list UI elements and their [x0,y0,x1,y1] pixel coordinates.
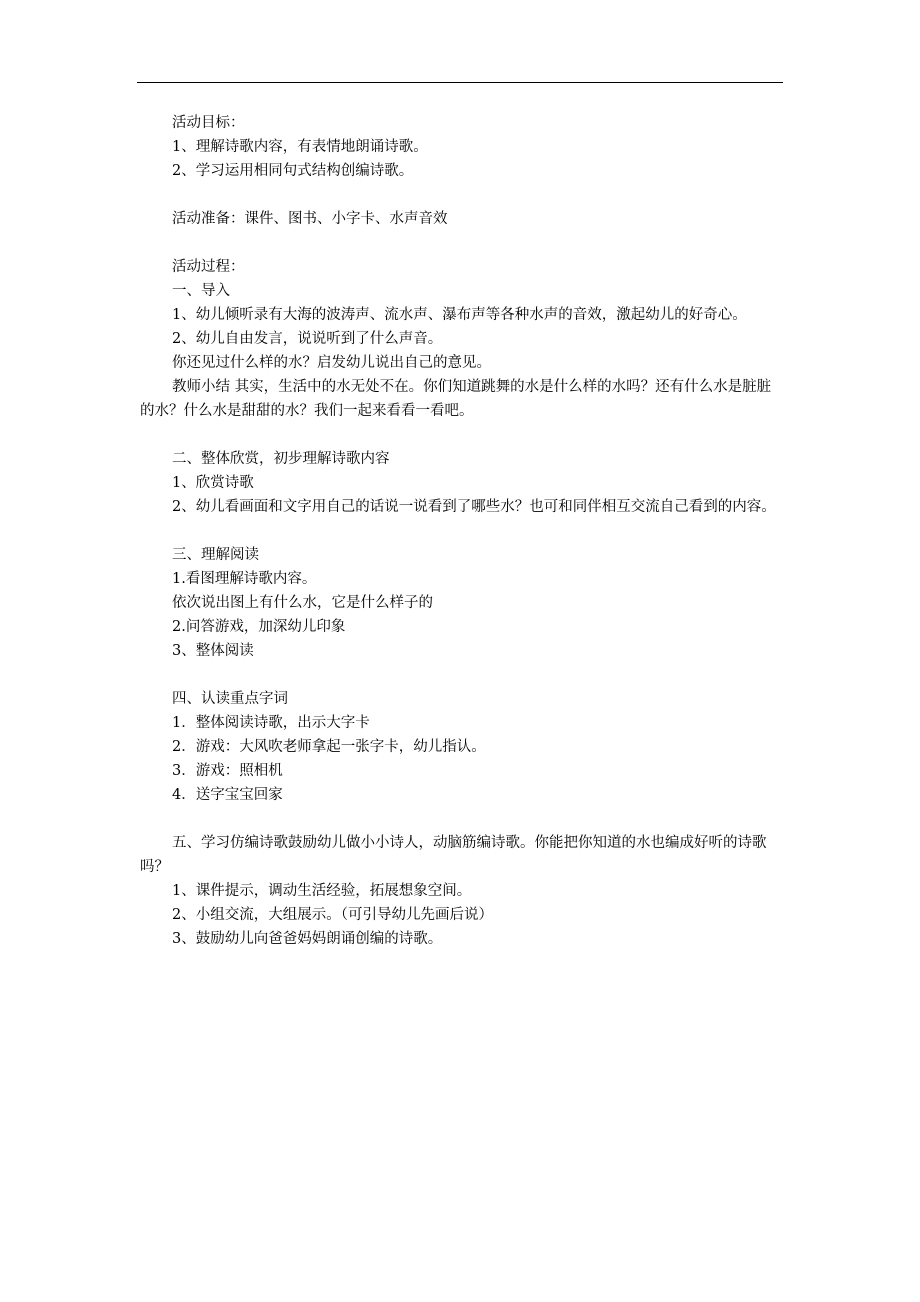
spacer [140,423,783,447]
section-heading: 活动目标： [172,115,245,131]
paragraph: 1.看图理解诗歌内容。 [172,571,317,587]
paragraph: 3．游戏：照相机 [172,763,283,779]
section-heading: 活动准备：课件、图书、小字卡、水声音效 [172,211,448,227]
paragraph: 1、幼儿倾听录有大海的波涛声、流水声、瀑布声等各种水声的音效，激起幼儿的好奇心。 [172,307,747,323]
spacer [140,663,783,687]
paragraph: 3、鼓励幼儿向爸爸妈妈朗诵创编的诗歌。 [172,931,443,947]
paragraph: 1、欣赏诗歌 [172,475,254,491]
paragraph: 你还见过什么样的水？启发幼儿说出自己的意见。 [172,355,491,371]
document-body [140,111,783,951]
section-heading: 五、学习仿编诗歌鼓励幼儿做小小诗人，动脑筋编诗歌。你能把你知道的水也编成好听的诗歌吗？ [140,835,767,875]
paragraph: 教师小结 其实，生活中的水无处不在。你们知道跳舞的水是什么样的水吗？还有什么水是脏脏的水？什么水是甜甜的水？我们一起来看看一看吧。 [140,379,772,419]
paragraph: 2.问答游戏，加深幼儿印象 [172,619,346,635]
paragraph: 1．整体阅读诗歌，出示大字卡 [172,715,370,731]
paragraph: 2、小组交流，大组展示。（可引导幼儿先画后说） [172,907,493,923]
spacer [140,807,783,831]
paragraph: 4．送字宝宝回家 [172,787,283,803]
spacer [140,519,783,543]
section-heading: 二、整体欣赏，初步理解诗歌内容 [172,451,390,467]
paragraph: 3、整体阅读 [172,643,254,659]
paragraph: 2、幼儿看画面和文字用自己的话说一说看到了哪些水？也可和同伴相互交流自己看到的内容。 [172,499,776,515]
paragraph: 1、课件提示，调动生活经验，拓展想象空间。 [172,883,472,899]
paragraph: 1、理解诗歌内容，有表情地朗诵诗歌。 [172,139,428,155]
paragraph: 依次说出图上有什么水，它是什么样子的 [172,595,433,611]
paragraph: 2、幼儿自由发言，说说听到了什么声音。 [172,331,443,347]
spacer [140,183,783,207]
paragraph: 一、导入 [172,283,230,299]
section-heading: 四、认读重点字词 [172,691,288,707]
header-rule [137,82,783,83]
section-heading: 三、理解阅读 [172,547,259,563]
paragraph: 2．游戏：大风吹老师拿起一张字卡，幼儿指认。 [172,739,486,755]
spacer [140,231,783,255]
paragraph: 2、学习运用相同句式结构创编诗歌。 [172,163,414,179]
section-heading: 活动过程： [172,259,245,275]
